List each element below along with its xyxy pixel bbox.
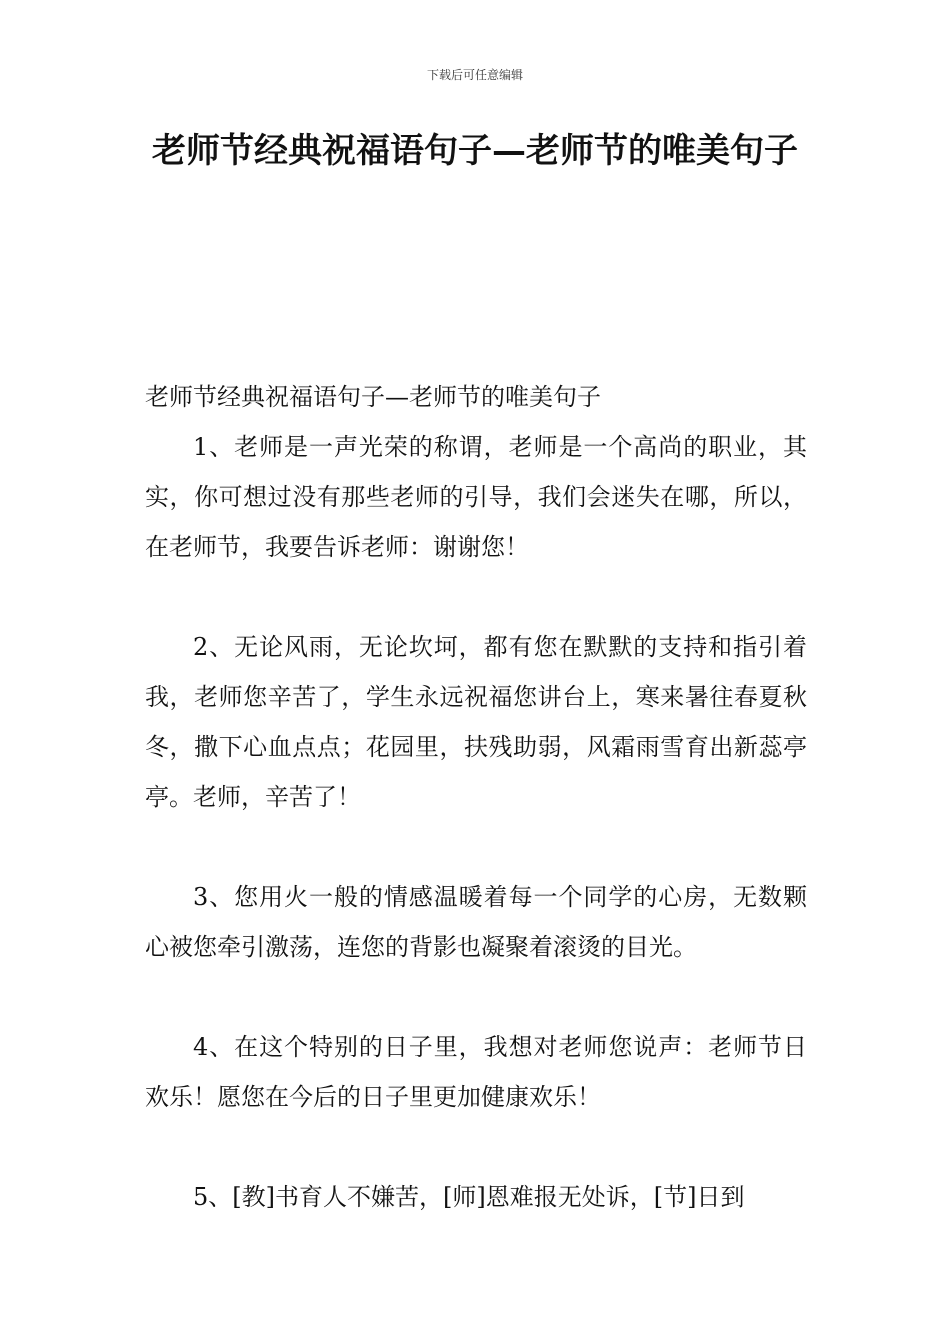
document-title: 老师节经典祝福语句子—老师节的唯美句子 xyxy=(152,131,798,171)
paragraph-1: 1、老师是一声光荣的称谓，老师是一个高尚的职业，其实，你可想过没有那些老师的引导，我们会迷失在哪，所以，在老师节，我要告诉老师：谢谢您！ xyxy=(145,433,807,561)
paragraph-3: 3、您用火一般的情感温暖着每一个同学的心房，无数颗心被您牵引激荡，连您的背影也凝聚着滚烫的目光。 xyxy=(145,883,807,961)
document-body xyxy=(145,372,807,1222)
paragraph-5: 5、[教]书育人不嫌苦，[师]恩难报无处诉，[节]日到 xyxy=(193,1183,745,1211)
document-subtitle: 老师节经典祝福语句子—老师节的唯美句子 xyxy=(145,383,601,411)
paragraph-2: 2、无论风雨，无论坎坷，都有您在默默的支持和指引着我，老师您辛苦了，学生永远祝福您讲台上，寒来暑往春夏秋冬，撒下心血点点；花园里，扶残助弱，风霜雨雪育出新蕊亭亭。老师，辛苦了！ xyxy=(145,633,807,811)
paragraph-4: 4、在这个特别的日子里，我想对老师您说声：老师节日欢乐！愿您在今后的日子里更加健康欢乐！ xyxy=(145,1033,807,1111)
header-note: 下载后可任意编辑 xyxy=(426,68,523,82)
